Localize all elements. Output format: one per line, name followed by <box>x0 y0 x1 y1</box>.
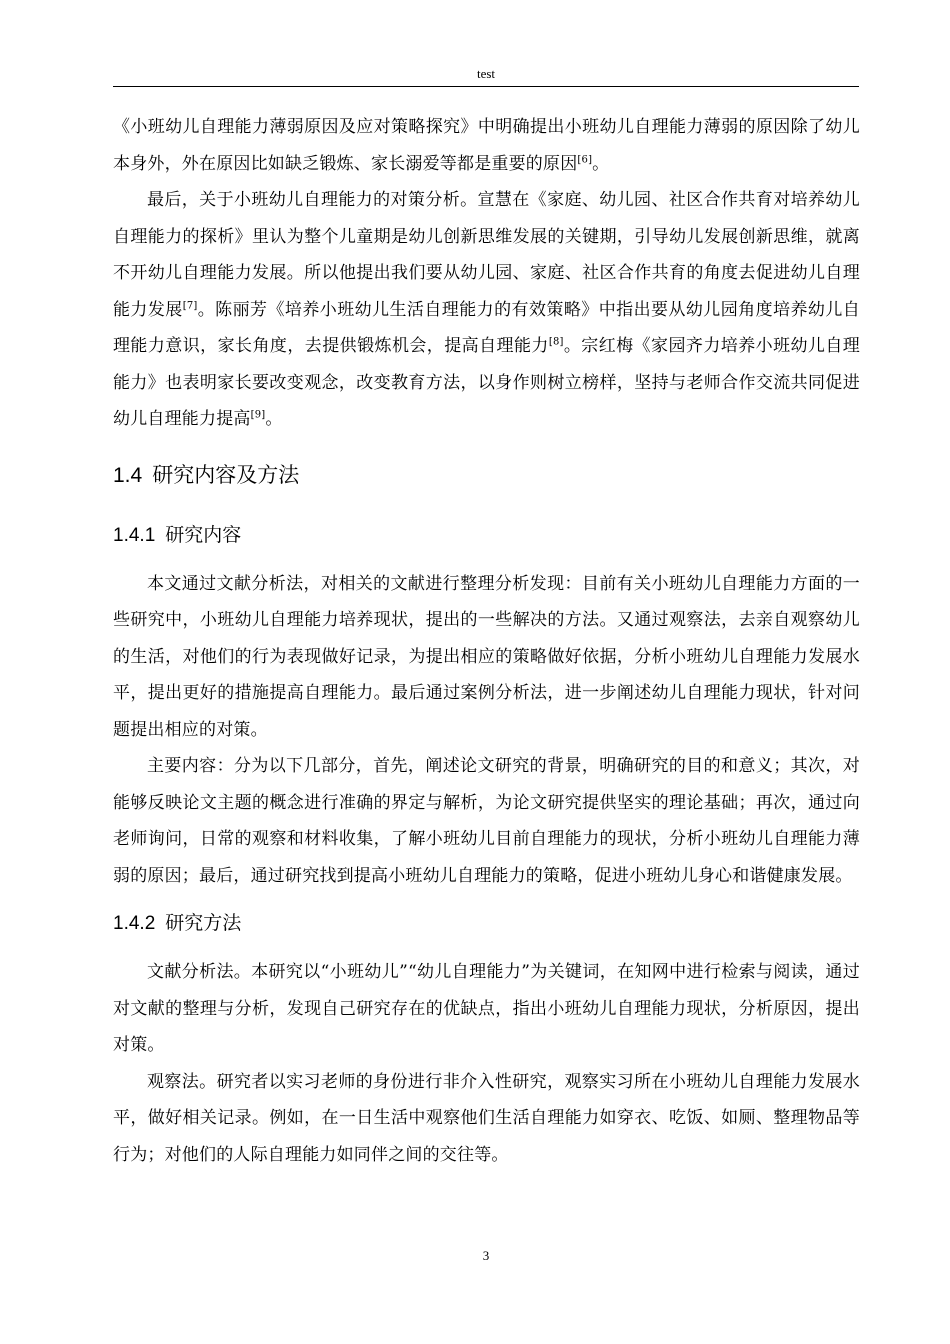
header-rule <box>113 86 859 87</box>
citation-8: [8] <box>548 336 564 348</box>
page-header: test <box>476 66 496 81</box>
page-content <box>113 109 860 1173</box>
paragraph-strategies: 最后，关于小班幼儿自理能力的对策分析。宣慧在《家庭、幼儿园、社区合作共育对培养幼儿自理能力的探析》里认为整个儿童期是幼儿创新思维发展的关键期，引导幼儿发展创新思维，就离不开幼儿自理能力发展。所以他提出我们要从幼儿园、家庭、社区合作共育的角度去促进幼儿自理能力发展[7]。陈丽芳《培养小班幼儿生活自理能力的有效策略》中指出要从幼儿园角度培养幼儿自理能力意识，家长角度，去提供锻炼机会，提高自理能力[8]。宗红梅《家园齐力培养小班幼儿自理能力》也表明家长要改变观念，改变教育方法，以身作则树立榜样，坚持与老师合作交流共同促进幼儿自理能力提高[9]。 <box>113 190 861 429</box>
page-number: 3 <box>482 1248 490 1263</box>
section-heading-1-4-1: 1.4.1 研究内容 <box>113 524 242 546</box>
paragraph-main-content: 主要内容：分为以下几部分，首先，阐述论文研究的背景，明确研究的目的和意义；其次，对能够反映论文主题的概念进行准确的界定与解析，为论文研究提供坚实的理论基础；再次，通过向老师询问，日常的观察和材料收集，了解小班幼儿目前自理能力的现状，分析小班幼儿自理能力薄弱的原因；最后，通过研究找到提高小班幼儿自理能力的策略，促进小班幼儿身心和谐健康发展。 <box>113 756 860 886</box>
section-heading-1-4-2: 1.4.2 研究方法 <box>113 913 242 934</box>
paragraph-literature-method: 文献分析法。本研究以“小班幼儿”“幼儿自理能力”为关键词，在知网中进行检索与阅读，通过对文献的整理与分析，发现自己研究存在的优缺点，指出小班幼儿自理能力现状，分析原因，提出对策。 <box>113 962 860 1055</box>
paragraph-research-content: 本文通过文献分析法，对相关的文献进行整理分析发现：目前有关小班幼儿自理能力方面的一些研究中，小班幼儿自理能力培养现状，提出的一些解决的方法。又通过观察法，去亲自观察幼儿的生活，对他们的行为表现做好记录，为提出相应的策略做好依据，分析小班幼儿自理能力发展水平，提出更好的措施提高自理能力。最后通过案例分析法，进一步阐述幼儿自理能力现状，针对问题提出相应的对策。 <box>113 573 860 740</box>
paragraph-continued: 《小班幼儿自理能力薄弱原因及应对策略探究》中明确提出小班幼儿自理能力薄弱的原因除了幼儿本身外，外在原因比如缺乏锻炼、家长溺爱等都是重要的原因[6]。 <box>113 117 860 174</box>
citation-9: [9] <box>250 409 266 421</box>
section-heading-1-4: 1.4 研究内容及方法 <box>113 463 300 487</box>
citation-7: [7] <box>182 299 198 311</box>
paragraph-observation-method: 观察法。研究者以实习老师的身份进行非介入性研究，观察实习所在小班幼儿自理能力发展水平，做好相关记录。例如，在一日生活中观察他们生活自理能力如穿衣、吃饭、如厕、整理物品等行为；对他们的人际自理能力如同伴之间的交往等。 <box>113 1071 860 1165</box>
citation-6: [6] <box>577 153 593 165</box>
